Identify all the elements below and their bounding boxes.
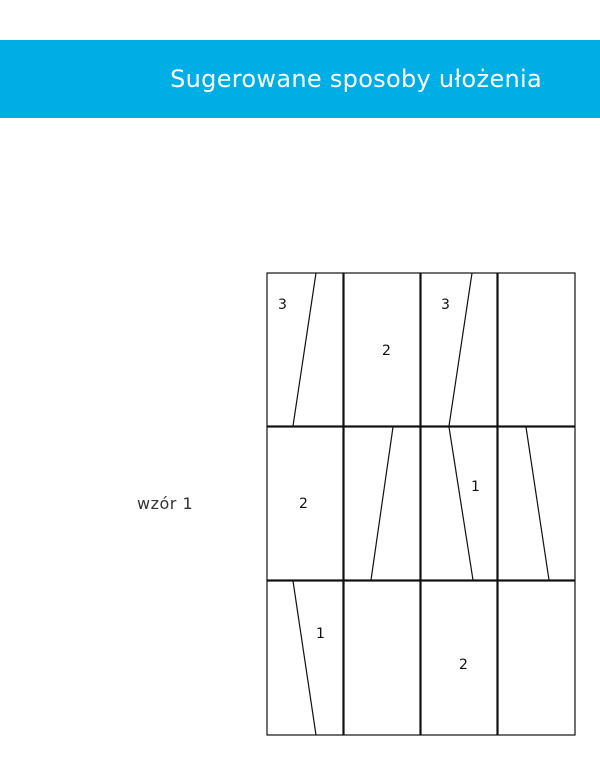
tile-number: 1 — [316, 626, 325, 642]
tile-number: 2 — [459, 657, 468, 673]
cut-line-r2-c2 — [371, 427, 393, 580]
tile-number: 1 — [471, 479, 480, 495]
cut-line-r2-c4 — [526, 427, 549, 580]
tile-r3-c4 — [498, 581, 575, 735]
tile-number: 3 — [441, 297, 450, 313]
pattern-label: wzór 1 — [137, 494, 194, 513]
tile-r2-c4 — [498, 427, 575, 580]
cut-line-r3-c1 — [293, 581, 316, 735]
tile-r1-c3 — [421, 273, 497, 426]
tile-number: 3 — [278, 297, 287, 313]
page-title: Sugerowane sposoby ułożenia — [170, 65, 542, 93]
tile-r2-c3 — [421, 427, 497, 580]
tile-r1-c4 — [498, 273, 575, 426]
tile-r3-c2 — [344, 581, 420, 735]
cut-line-r1-c3 — [449, 273, 472, 426]
cut-line-r1-c1 — [293, 273, 316, 426]
cut-line-r2-c3 — [449, 427, 473, 580]
tile-number: 2 — [382, 343, 391, 359]
tile-number: 2 — [299, 496, 308, 512]
